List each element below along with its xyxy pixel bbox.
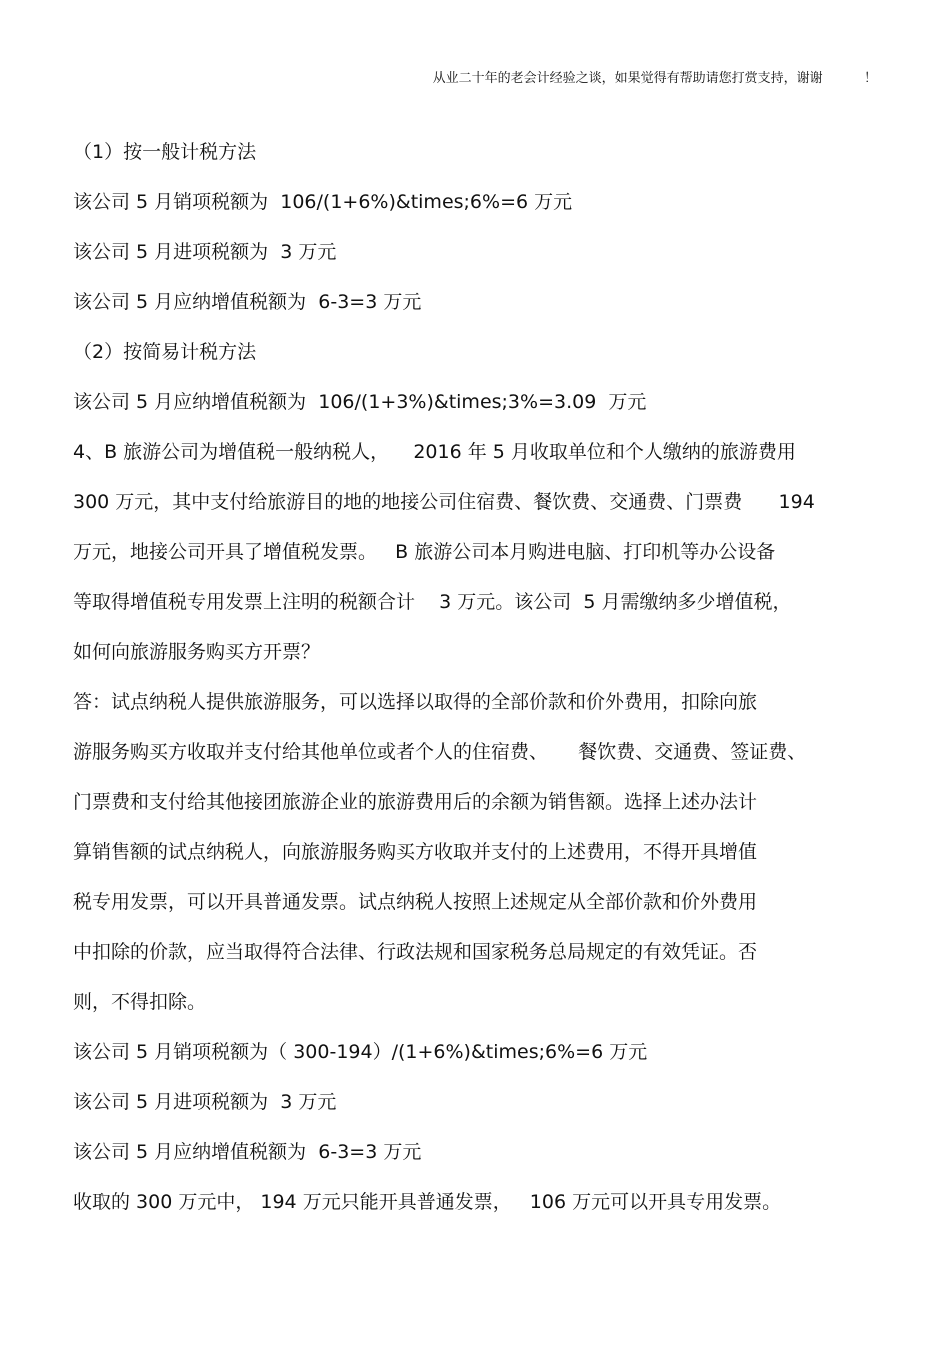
text-line: 该公司 5 月应纳增值税额为 6-3=3 万元: [73, 1141, 422, 1163]
text-line: 300 万元，其中支付给旅游目的地的地接公司住宿费、餐饮费、交通费、门票费 194: [73, 491, 815, 513]
text-line: 算销售额的试点纳税人，向旅游服务购买方收取并支付的上述费用，不得开具增值: [73, 841, 758, 863]
text-line: 该公司 5 月进项税额为 3 万元: [73, 241, 337, 263]
document-body: [73, 127, 888, 1227]
text-line: 万元，地接公司开具了增值税发票。 B 旅游公司本月购进电脑、打印机等办公设备: [73, 541, 776, 563]
text-line: 该公司 5 月应纳增值税额为 6-3=3 万元: [73, 291, 422, 313]
text-line: 如何向旅游服务购买方开票？: [73, 641, 321, 663]
text-line: 4、B 旅游公司为增值税一般纳税人， 2016 年 5 月收取单位和个人缴纳的旅游费用: [73, 441, 796, 463]
text-line: 等取得增值税专用发票上注明的税额合计 3 万元。该公司 5 月需缴纳多少增值税，: [73, 591, 792, 613]
text-line: （1）按一般计税方法: [73, 141, 257, 163]
text-line: 则，不得扣除。: [73, 991, 207, 1013]
text-line: 该公司 5 月销项税额为（ 300-194）/(1+6%)&times;6%=6 万元: [73, 1041, 648, 1063]
text-line: 游服务购买方收取并支付给其他单位或者个人的住宿费、 餐饮费、交通费、签证费、: [73, 741, 807, 763]
text-line: 该公司 5 月销项税额为 106/(1+6%)&times;6%=6 万元: [73, 191, 573, 213]
text-line: 收取的 300 万元中， 194 万元只能开具普通发票， 106 万元可以开具专用发票。: [73, 1191, 782, 1213]
header-note: 从业二十年的老会计经验之谈，如果觉得有帮助请您打赏支持，谢谢 ！: [432, 71, 877, 86]
text-line: 税专用发票，可以开具普通发票。试点纳税人按照上述规定从全部价款和价外费用: [73, 891, 758, 913]
text-line: 该公司 5 月应纳增值税额为 106/(1+3%)&times;3%=3.09 万元: [73, 391, 647, 413]
text-line: （2）按简易计税方法: [73, 341, 257, 363]
text-line: 答：试点纳税人提供旅游服务，可以选择以取得的全部价款和价外费用，扣除向旅: [73, 691, 758, 713]
text-line: 门票费和支付给其他接团旅游企业的旅游费用后的余额为销售额。选择上述办法计: [73, 791, 758, 813]
text-line: 该公司 5 月进项税额为 3 万元: [73, 1091, 337, 1113]
text-line: 中扣除的价款，应当取得符合法律、行政法规和国家税务总局规定的有效凭证。否: [73, 941, 758, 963]
